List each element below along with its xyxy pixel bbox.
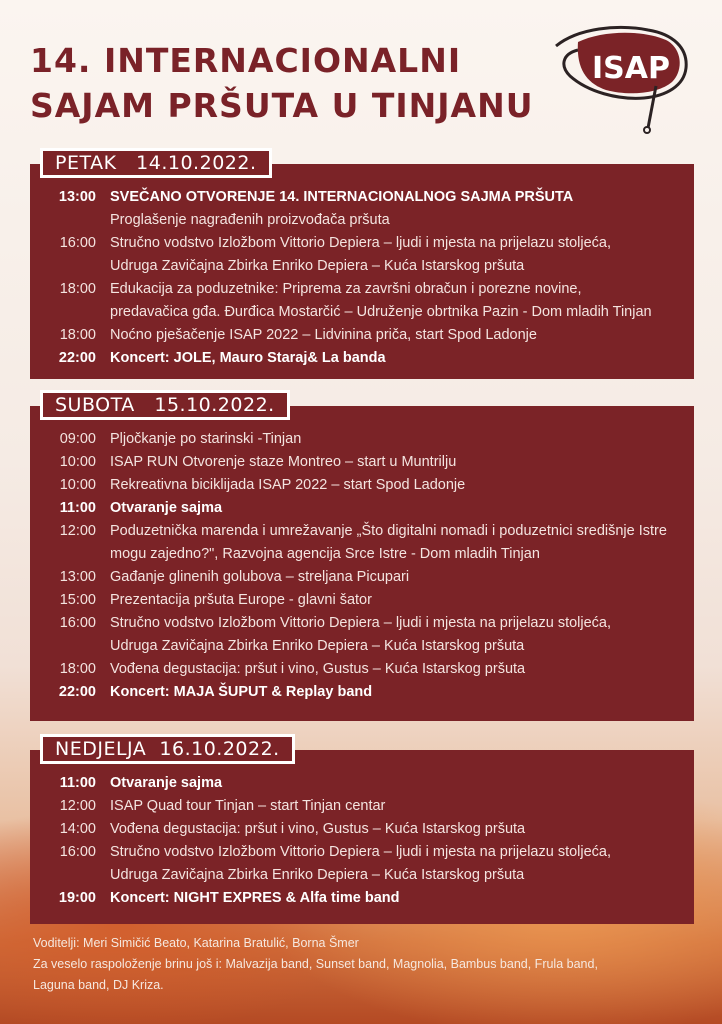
event-row (30, 543, 694, 566)
event-text: Rekreativna biciklijada ISAP 2022 – start Spod Ladonje (110, 477, 466, 493)
event-text: Koncert: MAJA ŠUPUT & Replay band (110, 684, 373, 700)
day-section-saturday (30, 394, 694, 721)
event-list-saturday (30, 428, 694, 704)
event-text: ISAP Quad tour Tinjan – start Tinjan centar (110, 798, 386, 814)
event-row (30, 566, 694, 589)
event-row (30, 841, 694, 864)
event-text: Udruga Zavičajna Zbirka Enriko Depiera – Kuća Istarskog pršuta (110, 638, 525, 654)
footer-bands-cont: Laguna band, DJ Kriza. (33, 978, 164, 992)
footer-hosts: Voditelji: Meri Simičić Beato, Katarina Bratulić, Borna Šmer (33, 936, 359, 950)
event-row (30, 772, 694, 795)
event-row (30, 795, 694, 818)
event-time: 16:00 (59, 615, 96, 631)
event-text: Stručno vodstvo Izložbom Vittorio Depiera – ljudi i mjesta na prijelazu stoljeća, (110, 235, 612, 251)
event-list-friday (30, 186, 694, 370)
event-row (30, 497, 694, 520)
event-time (30, 301, 110, 324)
event-time: 12:00 (59, 523, 96, 539)
event-time (30, 864, 110, 887)
event-time: 16:00 (59, 235, 96, 251)
day-header-sunday: NEDJELJA 16.10.2022. (40, 734, 295, 764)
event-text: Stručno vodstvo Izložbom Vittorio Depiera – ljudi i mjesta na prijelazu stoljeća, (110, 615, 612, 631)
event-time (30, 255, 110, 278)
event-row (30, 887, 694, 910)
event-time: 15:00 (59, 592, 96, 608)
event-row (30, 520, 694, 543)
poster-title (30, 38, 534, 128)
event-row (30, 209, 694, 232)
event-row (30, 301, 694, 324)
event-time: 19:00 (58, 890, 96, 906)
event-row (30, 864, 694, 887)
event-text: Otvaranje sajma (110, 775, 223, 791)
event-text: predavačica gđa. Đurđica Mostarčić – Udruženje obrtnika Pazin - Dom mladih Tinjan (110, 304, 652, 320)
event-time: 10:00 (59, 477, 96, 493)
event-row (30, 347, 694, 370)
event-text: Edukacija za poduzetnike: Priprema za završni obračun i porezne novine, (110, 281, 582, 297)
event-text: Gađanje glinenih golubova – streljana Picupari (110, 569, 410, 585)
event-time: 10:00 (59, 454, 96, 470)
logo-text: ISAP (592, 51, 670, 86)
event-list-sunday (30, 772, 694, 910)
event-time (30, 543, 110, 566)
event-row (30, 278, 694, 301)
event-time: 22:00 (58, 350, 96, 366)
footer-bands: Za veselo raspoloženje brinu još i: Malvazija band, Sunset band, Magnolia, Bambus band, Frula band, (33, 957, 598, 971)
event-time: 18:00 (59, 327, 96, 343)
event-row (30, 232, 694, 255)
title-line-1: 14. INTERNACIONALNI (30, 41, 462, 80)
event-text: Prezentacija pršuta Europe - glavni šator (110, 592, 372, 608)
ham-logo-icon (548, 20, 693, 135)
event-row (30, 428, 694, 451)
event-row (30, 612, 694, 635)
event-row (30, 658, 694, 681)
event-text: Udruga Zavičajna Zbirka Enriko Depiera – Kuća Istarskog pršuta (110, 258, 525, 274)
event-time: 11:00 (59, 500, 96, 516)
event-row (30, 474, 694, 497)
event-time: 09:00 (59, 431, 96, 447)
event-text: Proglašenje nagrađenih proizvođača pršuta (110, 212, 390, 228)
event-text: Vođena degustacija: pršut i vino, Gustus – Kuća Istarskog pršuta (110, 821, 526, 837)
title-line-2: SAJAM PRŠUTA U TINJANU (30, 86, 534, 125)
event-row (30, 818, 694, 841)
event-row (30, 681, 694, 704)
event-text: Otvaranje sajma (110, 500, 223, 516)
day-section-sunday (30, 738, 694, 924)
event-text: Koncert: NIGHT EXPRES & Alfa time band (110, 890, 400, 906)
event-time: 13:00 (59, 569, 96, 585)
event-time: 18:00 (59, 281, 96, 297)
event-text: Pljočkanje po starinski -Tinjan (110, 431, 302, 447)
event-text: Udruga Zavičajna Zbirka Enriko Depiera – Kuća Istarskog pršuta (110, 867, 525, 883)
event-time: 11:00 (59, 775, 96, 791)
event-text: Vođena degustacija: pršut i vino, Gustus – Kuća Istarskog pršuta (110, 661, 526, 677)
footer (33, 933, 693, 996)
event-time: 14:00 (59, 821, 96, 837)
event-text: Koncert: JOLE, Mauro Staraj& La banda (110, 350, 386, 366)
event-time (30, 209, 110, 232)
event-text: Noćno pješačenje ISAP 2022 – Lidvinina priča, start Spod Ladonje (110, 327, 537, 343)
event-row (30, 451, 694, 474)
event-text: ISAP RUN Otvorenje staze Montreo – start u Muntrilju (110, 454, 457, 470)
event-time: 12:00 (59, 798, 96, 814)
event-row (30, 324, 694, 347)
event-time: 18:00 (59, 661, 96, 677)
event-row (30, 255, 694, 278)
event-row (30, 186, 694, 209)
day-header-friday: PETAK 14.10.2022. (40, 148, 272, 178)
day-header-saturday: SUBOTA 15.10.2022. (40, 390, 290, 420)
event-row (30, 635, 694, 658)
event-time (30, 635, 110, 658)
day-section-friday (30, 152, 694, 379)
event-text: SVEČANO OTVORENJE 14. INTERNACIONALNOG SAJMA PRŠUTA (110, 189, 574, 205)
event-text: Stručno vodstvo Izložbom Vittorio Depiera – ljudi i mjesta na prijelazu stoljeća, (110, 844, 612, 860)
event-time: 13:00 (58, 189, 96, 205)
event-text: mogu zajedno?", Razvojna agencija Srce Istre - Dom mladih Tinjan (110, 546, 540, 562)
event-time: 16:00 (59, 844, 96, 860)
event-text: Poduzetnička marenda i umrežavanje „Što digitalni nomadi i poduzetnici središnje Istre (110, 523, 667, 539)
event-time: 22:00 (58, 684, 96, 700)
event-row (30, 589, 694, 612)
